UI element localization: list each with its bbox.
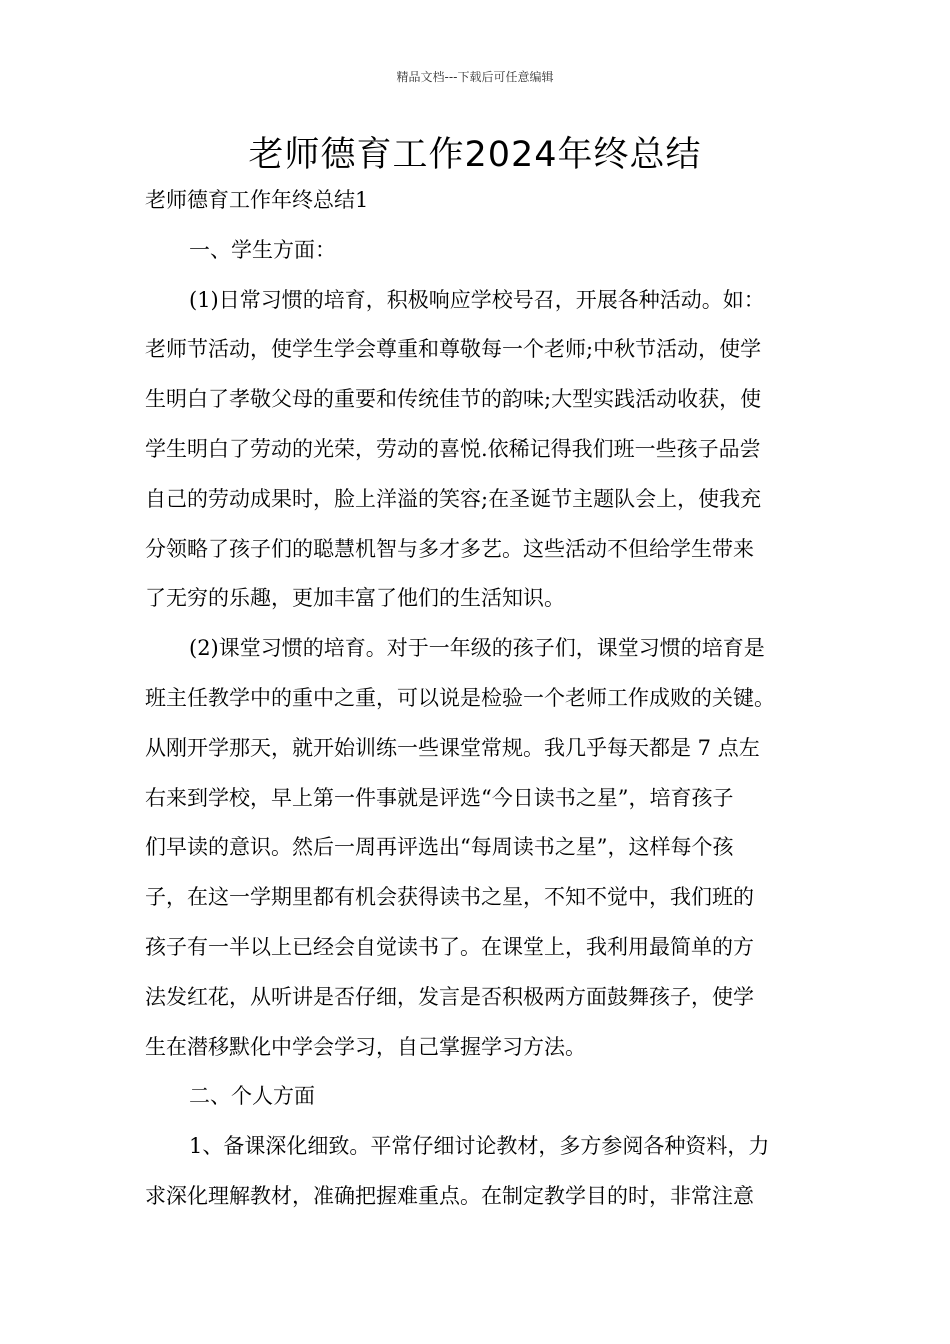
- text-line: 学生明白了劳动的光荣，劳动的喜悦.依稀记得我们班一些孩子品尝: [145, 436, 761, 461]
- text-line: 生明白了孝敬父母的重要和传统佳节的韵味;大型实践活动收获，使: [145, 387, 762, 412]
- text-line: 生在潜移默化中学会学习，自己掌握学习方法。: [145, 1034, 586, 1059]
- document-body: [145, 176, 815, 1222]
- document-header-note: 精品文档---下载后可任意编辑: [396, 70, 554, 84]
- text-line: (2)课堂习惯的培育。对于一年级的孩子们，课堂习惯的培育是: [189, 636, 765, 661]
- text-line: 老师德育工作年终总结1: [145, 188, 369, 212]
- text-line: 法发红花，从听讲是否仔细，发言是否积极两方面鼓舞孩子，使学: [145, 984, 754, 1009]
- text-line: 们早读的意识。然后一周再评选出“每周读书之星”，这样每个孩: [145, 835, 734, 860]
- text-line: 子，在这一学期里都有机会获得读书之星，不知不觉中，我们班的: [145, 885, 754, 910]
- text-line: 1、备课深化细致。平常仔细讨论教材，多方参阅各种资料，力: [189, 1134, 770, 1159]
- text-line: 分领略了孩子们的聪慧机智与多才多艺。这些活动不但给学生带来: [145, 536, 754, 561]
- text-line: 班主任教学中的重中之重，可以说是检验一个老师工作成败的关键。: [145, 685, 775, 710]
- text-line: 一、学生方面：: [189, 237, 336, 262]
- text-line: (1)日常习惯的培育，积极响应学校号召，开展各种活动。如：: [189, 287, 765, 312]
- text-line: 求深化理解教材，准确把握难重点。在制定教学目的时，非常注意: [145, 1183, 754, 1208]
- text-line: 了无穷的乐趣，更加丰富了他们的生活知识。: [145, 586, 565, 611]
- text-line: 右来到学校，早上第一件事就是评选“今日读书之星”，培育孩子: [145, 785, 734, 810]
- text-line: 二、个人方面: [189, 1084, 315, 1109]
- text-line: 老师节活动，使学生学会尊重和尊敬每一个老师;中秋节活动，使学: [145, 337, 762, 362]
- text-line: 从刚开学那天，就开始训练一些课堂常规。我几乎每天都是 7 点左: [145, 735, 760, 760]
- text-line: 孩子有一半以上已经会自觉读书了。在课堂上，我利用最简单的方: [145, 934, 754, 959]
- document-title: 老师德育工作2024年终总结: [248, 135, 702, 175]
- text-line: 自己的劳动成果时，脸上洋溢的笑容;在圣诞节主题队会上，使我充: [145, 486, 762, 511]
